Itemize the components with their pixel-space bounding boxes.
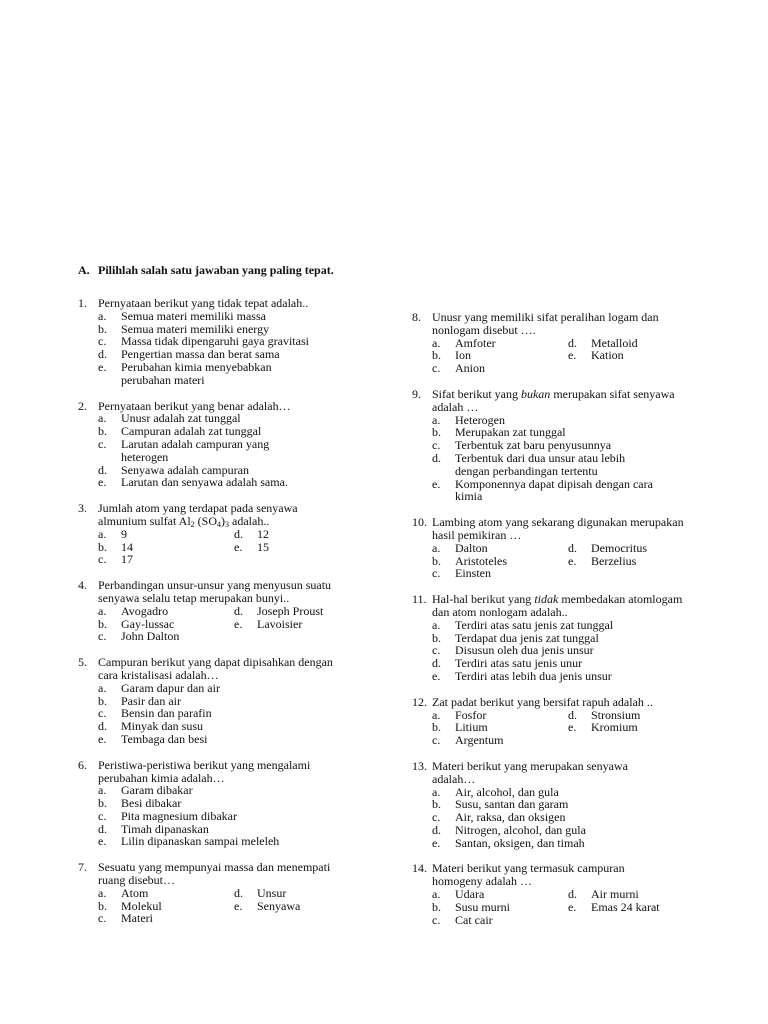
question-9 xyxy=(412,388,698,503)
option-d: d. Metalloid xyxy=(568,335,638,350)
option-b: b. Campuran adalah zat tunggal xyxy=(98,424,262,439)
question-12 xyxy=(412,696,698,747)
option-d: d. Timah dipanaskan xyxy=(98,821,209,836)
question-number: 11. xyxy=(412,592,427,607)
option-d: d. Unsur xyxy=(234,885,287,900)
option-d: d. Minyak dan susu xyxy=(98,719,203,734)
left-column xyxy=(78,297,348,925)
option-b: b. Susu murni xyxy=(432,899,511,914)
option-e: e. Perubahan kimia menyebabkan perubahan materi xyxy=(98,359,272,387)
question-7 xyxy=(78,861,348,925)
option-c: c. Anion xyxy=(432,361,485,376)
option-e: e. Kromium xyxy=(568,720,638,735)
option-e: e. Terdiri atas lebih dua jenis unsur xyxy=(432,668,612,683)
option-a: a. Fosfor xyxy=(432,707,487,722)
option-c: c. Cat cair xyxy=(432,912,493,927)
option-a: a. Avogadro xyxy=(98,603,169,618)
option-a: a. Atom xyxy=(98,885,149,900)
question-1 xyxy=(78,297,348,387)
question-text: Lambing atom yang sekarang digunakan merupakan hasil pemikiran … xyxy=(432,515,684,542)
option-c: c. Pita magnesium dibakar xyxy=(98,808,237,823)
option-e: e. Kation xyxy=(568,348,624,363)
question-13 xyxy=(412,760,698,850)
question-number: 9. xyxy=(412,386,421,401)
option-c: c. John Dalton xyxy=(98,629,180,644)
question-text: Peristiwa-peristiwa berikut yang mengalami perubahan kimia adalah… xyxy=(98,757,311,785)
question-number: 6. xyxy=(78,757,87,772)
option-b: b. Gay-lussac xyxy=(98,616,175,631)
option-a: a. 9 xyxy=(98,526,127,541)
option-b: b. Semua materi memiliki energy xyxy=(98,321,270,336)
question-text: Jumlah atom yang terdapat pada senyawa almunium sulfat $Al_2$ $(SO_4)_3$ adalah.. xyxy=(98,501,298,529)
option-e: e. Komponennya dapat dipisah dengan cara kimia xyxy=(432,476,653,504)
question-text: Sesuatu yang mempunyai massa dan menempati ruang disebut… xyxy=(98,860,331,888)
option-d: d. Nitrogen, alcohol, dan gula xyxy=(432,822,586,837)
option-e: e. Tembaga dan besi xyxy=(98,731,208,746)
question-number: 5. xyxy=(78,655,87,670)
option-d: d. Senyawa adalah campuran xyxy=(98,462,249,477)
option-a: a. Semua materi memiliki massa xyxy=(98,308,266,323)
option-c: c. Air, raksa, dan oksigen xyxy=(432,810,566,825)
option-e: e. Lilin dipanaskan sampai meleleh xyxy=(98,834,280,849)
question-text: Pernyataan berikut yang tidak tepat adalah.. xyxy=(98,296,309,310)
option-a: a. Air, alcohol, dan gula xyxy=(432,784,559,799)
option-e: e. 15 xyxy=(234,539,269,554)
option-d: d. Joseph Proust xyxy=(234,603,324,618)
question-3 xyxy=(78,502,348,566)
option-a: a. Udara xyxy=(432,887,485,902)
question-6 xyxy=(78,759,348,849)
option-a: a. Garam dibakar xyxy=(98,783,193,798)
option-c: c. Materi xyxy=(98,911,153,926)
option-b: b. Terdapat dua jenis zat tunggal xyxy=(432,630,599,645)
option-c: c. 17 xyxy=(98,552,133,567)
option-b: b. Susu, santan dan garam xyxy=(432,797,569,812)
question-text: Zat padat berikut yang bersifat rapuh adalah .. xyxy=(432,694,653,709)
question-10 xyxy=(412,516,698,580)
option-e: e. Berzelius xyxy=(568,553,637,568)
option-a: a. Amfoter xyxy=(432,335,496,350)
option-a: a. Heterogen xyxy=(432,412,505,427)
option-d: d. Democritus xyxy=(568,540,647,555)
option-c: c. Einsten xyxy=(432,566,491,581)
question-number: 1. xyxy=(78,296,87,310)
option-c: c. Disusun oleh dua jenis unsur xyxy=(432,643,594,658)
question-2 xyxy=(78,400,348,490)
question-11 xyxy=(412,593,698,683)
option-a: a. Unusr adalah zat tunggal xyxy=(98,411,241,426)
option-b: b. Ion xyxy=(432,348,471,363)
option-e: e. Senyawa xyxy=(234,898,301,913)
option-e: e. Lavoisier xyxy=(234,616,303,631)
right-column xyxy=(412,311,698,926)
option-a: a. Terdiri atas satu jenis zat tunggal xyxy=(432,617,614,632)
option-c: c. Larutan adalah campuran yang heterogen xyxy=(98,436,270,464)
option-c: c. Bensin dan parafin xyxy=(98,706,212,721)
option-b: b. Pasir dan air xyxy=(98,693,181,708)
question-text: Unusr yang memiliki sifat peralihan logam dan nonlogam disebut …. xyxy=(432,310,659,337)
question-number: 8. xyxy=(412,310,421,324)
question-number: 13. xyxy=(412,758,427,773)
option-c: c. Terbentuk zat baru penyusunnya xyxy=(432,438,612,453)
option-a: a. Dalton xyxy=(432,540,488,555)
option-c: c. Argentum xyxy=(432,733,504,748)
option-e: e. Larutan dan senyawa adalah sama. xyxy=(98,475,288,490)
question-4 xyxy=(78,579,348,643)
option-e: e. Emas 24 karat xyxy=(568,899,660,914)
question-number: 10. xyxy=(412,515,427,530)
option-c: c. Massa tidak dipengaruhi gaya gravitasi xyxy=(98,334,309,349)
question-text: Perbandingan unsur-unsur yang menyusun suatu senyawa selalu tetap merupakan bunyi.. xyxy=(98,578,332,605)
option-d: d. Terbentuk dari dua unsur atau lebih dengan perbandingan tertentu xyxy=(432,450,626,478)
option-b: b. Molekul xyxy=(98,898,162,913)
question-text: Campuran berikut yang dapat dipisahkan dengan cara kristalisasi adalah… xyxy=(98,655,333,682)
question-text: Pernyataan berikut yang benar adalah… xyxy=(98,398,291,413)
section-letter: A. xyxy=(78,263,90,277)
question-text: Sifat berikut yang bukan merupakan sifat senyawa adalah … xyxy=(432,386,675,414)
question-number: 7. xyxy=(78,860,87,875)
option-d: d. Pengertian massa dan berat sama xyxy=(98,347,280,362)
option-b: b. Besi dibakar xyxy=(98,796,182,811)
question-number: 3. xyxy=(78,501,87,516)
option-a: a. Garam dapur dan air xyxy=(98,680,220,695)
question-number: 2. xyxy=(78,398,87,413)
question-text: Materi berikut yang merupakan senyawa adalah… xyxy=(432,758,628,786)
question-8 xyxy=(412,311,698,375)
option-b: b. 14 xyxy=(98,539,133,554)
section-title: Pilihlah salah satu jawaban yang paling tepat. xyxy=(98,263,334,277)
question-number: 12. xyxy=(412,694,427,709)
question-14 xyxy=(412,862,698,926)
question-5 xyxy=(78,656,348,746)
option-b: b. Merupakan zat tunggal xyxy=(432,425,566,440)
question-number: 14. xyxy=(412,861,427,876)
option-d: d. Terdiri atas satu jenis unur xyxy=(432,656,583,671)
option-b: b. Litium xyxy=(432,720,488,735)
section-heading xyxy=(78,264,334,277)
option-b: b. Aristoteles xyxy=(432,553,507,568)
option-d: d. 12 xyxy=(234,526,269,541)
option-e: e. Santan, oksigen, dan timah xyxy=(432,835,585,850)
question-text: Materi berikut yang termasuk campuran homogeny adalah … xyxy=(432,861,625,889)
question-number: 4. xyxy=(78,578,87,593)
question-text: Hal-hal berikut yang tidak membedakan atomlogam dan atom nonlogam adalah.. xyxy=(432,592,683,619)
option-d: d. Stronsium xyxy=(568,707,641,722)
option-d: d. Air murni xyxy=(568,887,639,902)
